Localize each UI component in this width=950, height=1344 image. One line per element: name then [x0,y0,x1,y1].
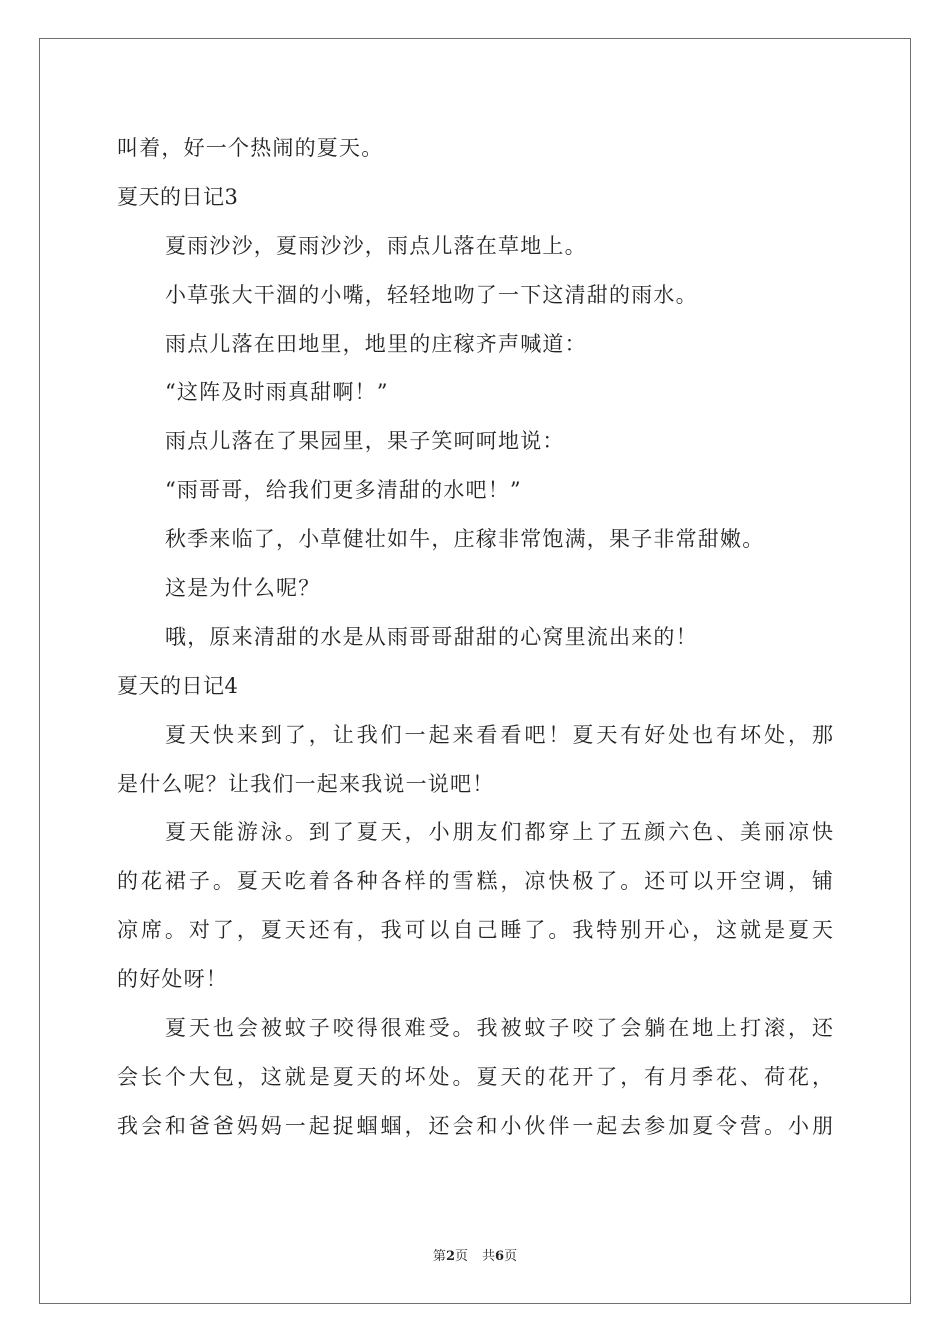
text-line: 夏雨沙沙，夏雨沙沙，雨点儿落在草地上。 [165,233,587,258]
text-line: 是什么呢？让我们一起来我说一说吧！ [117,771,495,796]
document-body [117,128,833,1155]
footer-page-suffix: 页 [454,1249,468,1264]
section-heading: 夏天的日记3 [117,184,239,209]
text-line: 这是为什么呢？ [165,576,321,601]
footer-page-prefix: 第 [432,1249,446,1264]
text-line: 哦，原来清甜的水是从雨哥哥甜甜的心窝里流出来的！ [165,624,698,649]
text-line: 夏天能游泳。到了夏天，小朋友们都穿上了五颜六色、美丽凉快 [165,820,833,845]
text-line: 小草张大干涸的小嘴，轻轻地吻了一下这清甜的雨水。 [165,282,698,307]
text-line: 的好处呀！ [117,967,228,992]
footer-total-suffix: 页 [504,1249,518,1264]
text-line: 叫着，好一个热闹的夏天。 [117,136,384,160]
text-line: 会长个大包，这就是夏天的坏处。夏天的花开了，有月季花、荷花， [117,1064,833,1089]
text-line: 雨点儿落在了果园里，果子笑呵呵地说： [165,429,565,454]
text-line: 夏天快来到了，让我们一起来看看吧！夏天有好处也有坏处，那 [165,722,833,747]
section-heading: 夏天的日记4 [117,673,239,698]
page-footer [0,1245,950,1264]
text-line: 秋季来临了，小草健壮如牛，庄稼非常饱满，果子非常甜嫩。 [165,527,765,552]
text-line: 我会和爸爸妈妈一起捉蝈蝈，还会和小伙伴一起去参加夏令营。小朋 [117,1113,833,1138]
text-line: 的花裙子。夏天吃着各种各样的雪糕，凉快极了。还可以开空调，铺 [117,869,833,894]
text-line: 凉席。对了，夏天还有，我可以自己睡了。我特别开心，这就是夏天 [117,918,833,943]
text-line: 夏天也会被蚊子咬得很难受。我被蚊子咬了会躺在地上打滚，还 [165,1016,833,1041]
text-line: “雨哥哥，给我们更多清甜的水吧！” [165,478,522,503]
text-line: “这阵及时雨真甜啊！” [165,380,389,405]
footer-total-pages: 6 [495,1249,505,1264]
text-line: 雨点儿落在田地里，地里的庄稼齐声喊道： [165,331,587,356]
footer-total-prefix: 共 [482,1249,496,1264]
footer-page-number: 2 [445,1249,455,1264]
